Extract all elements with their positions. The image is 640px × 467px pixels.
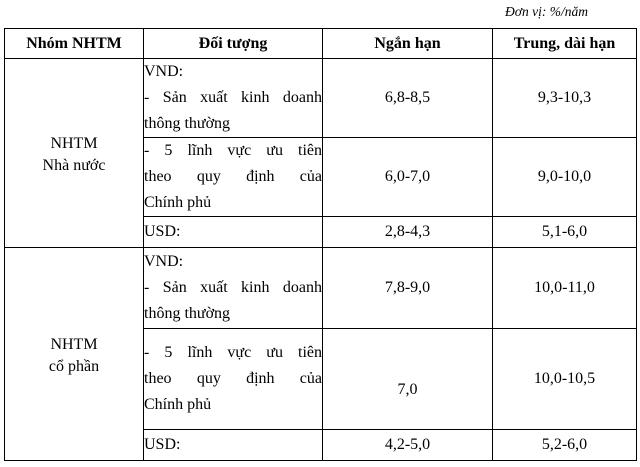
interest-rate-table [4, 28, 637, 461]
long-term-rate: 10,0-11,0 [493, 248, 637, 329]
subject-cell: VND: - Sản xuất kinh doanh thông thường [144, 248, 323, 329]
subject-cell: USD: [144, 217, 323, 248]
long-term-rate: 9,0-10,0 [493, 138, 637, 217]
short-term-rate: 4,2-5,0 [323, 430, 493, 461]
long-term-rate: 9,3-10,3 [493, 59, 637, 138]
subject-cell: USD: [144, 430, 323, 461]
table-header-row [5, 29, 637, 59]
header-short-term: Ngắn hạn [323, 29, 493, 59]
short-term-rate: 6,0-7,0 [323, 138, 493, 217]
table-row [5, 248, 637, 329]
long-term-rate: 10,0-10,5 [493, 329, 637, 430]
long-term-rate: 5,1-6,0 [493, 217, 637, 248]
short-term-rate: 6,8-8,5 [323, 59, 493, 138]
header-long-term: Trung, dài hạn [493, 29, 637, 59]
group-name: NHTM cổ phần [5, 248, 144, 461]
short-term-rate: 7,8-9,0 [323, 248, 493, 329]
unit-note: Đơn vị: %/năm [505, 4, 588, 19]
long-term-rate: 5,2-6,0 [493, 430, 637, 461]
short-term-rate: 2,8-4,3 [323, 217, 493, 248]
group-name: NHTM Nhà nước [5, 59, 144, 248]
short-term-rate: 7,0 [323, 329, 493, 430]
header-bank-group: Nhóm NHTM [5, 29, 144, 59]
header-subject: Đối tượng [144, 29, 323, 59]
subject-cell: - 5 lĩnh vực ưu tiên theo quy định của Chính phủ [144, 329, 323, 430]
table-row [5, 59, 637, 138]
subject-cell: VND: - Sản xuất kinh doanh thông thường [144, 59, 323, 138]
subject-cell: - 5 lĩnh vực ưu tiên theo quy định của Chính phủ [144, 138, 323, 217]
